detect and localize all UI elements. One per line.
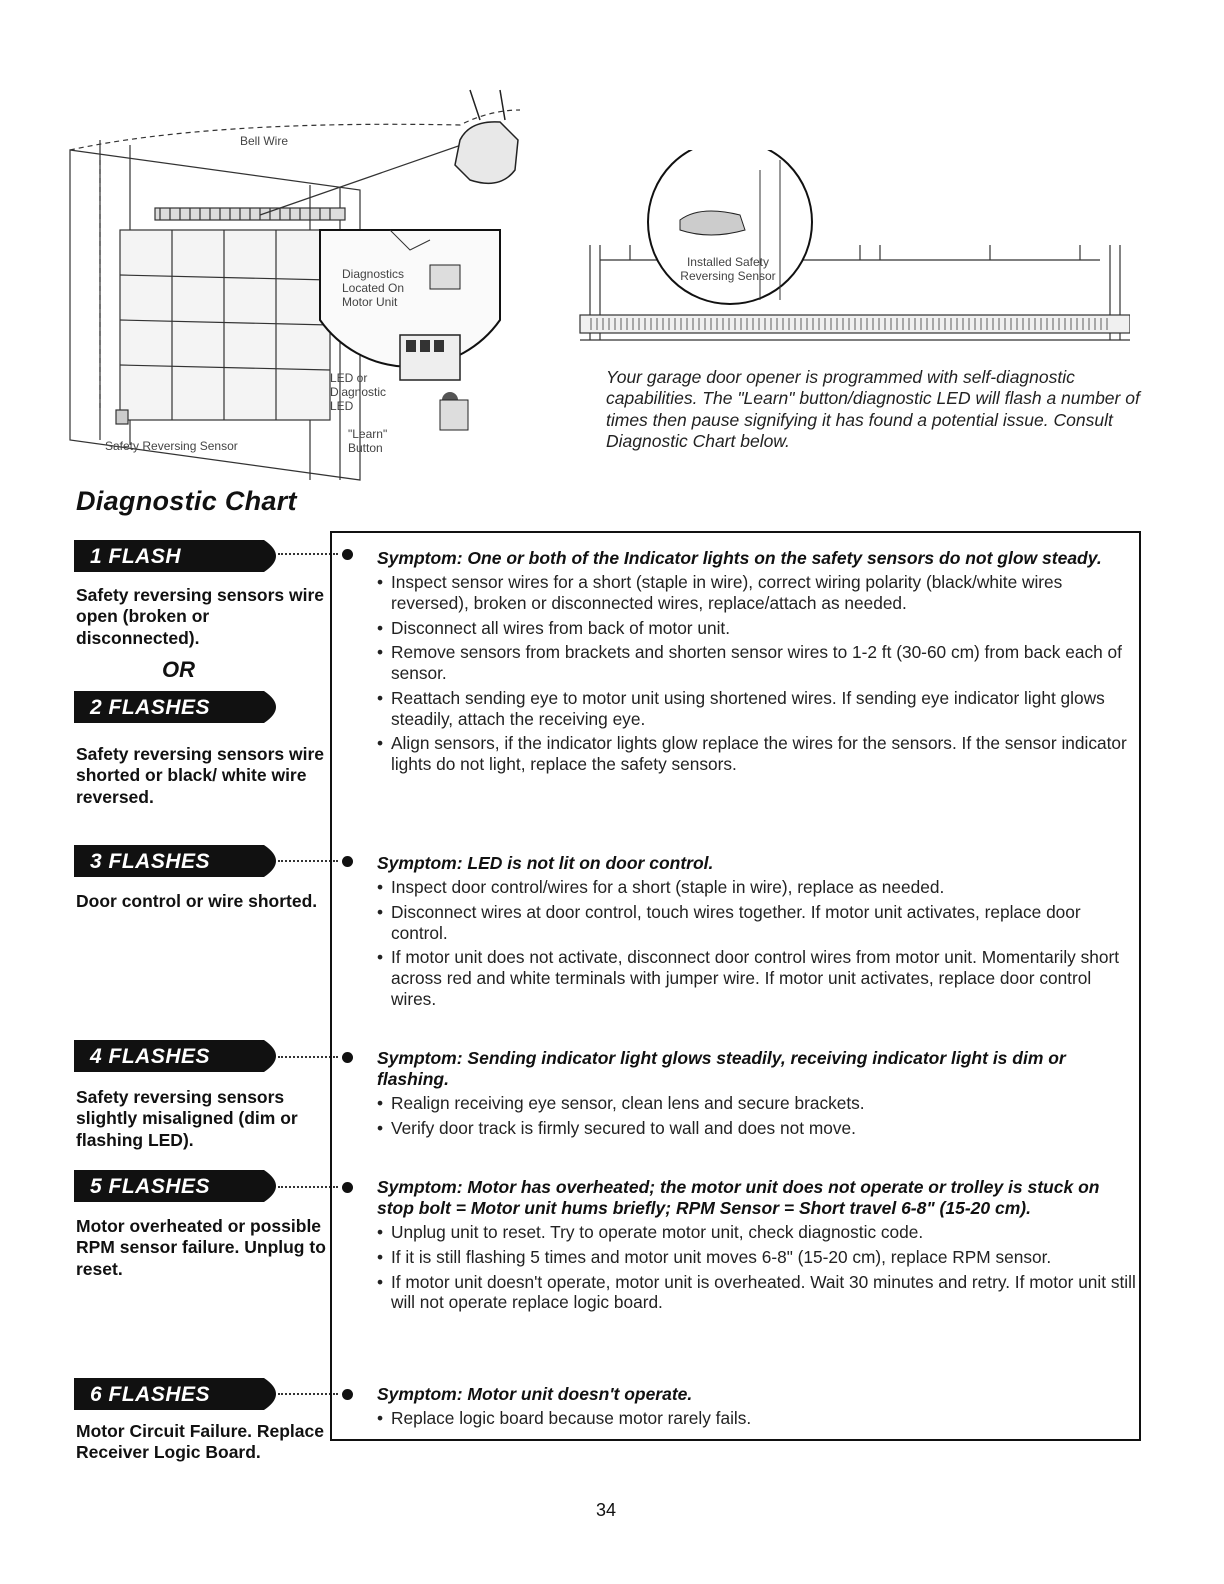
- badge-label: 6 FLASHES: [90, 1383, 211, 1406]
- diagnostics-location-label: Diagnostics Located On Motor Unit: [342, 267, 405, 309]
- symptom-6-flashes: [377, 1384, 1137, 1433]
- step-item: • Align sensors, if the indicator lights glow replace the wires for the sensors. If the sensor indicator lights do not light, replace the safety sensors.: [377, 733, 1137, 775]
- badge-1-flash: [74, 540, 288, 572]
- step-item: • If it is still flashing 5 times and motor unit moves 6-8" (15-20 cm), replace RPM sensor.: [377, 1247, 1137, 1268]
- diagnostic-chart-title: Diagnostic Chart: [76, 486, 297, 516]
- or-label: OR: [162, 657, 195, 682]
- leader-dots: [278, 553, 338, 555]
- badge-3-flashes: [74, 845, 288, 877]
- step-item: • Disconnect all wires from back of motor unit.: [377, 618, 1137, 639]
- symptom-steps: [377, 572, 1137, 775]
- badge-label: 2 FLASHES: [90, 696, 211, 719]
- installed-sensor-label: Installed Safety Reversing Sensor: [680, 255, 776, 283]
- badge-label: 1 FLASH: [90, 545, 182, 568]
- symptom-1-flash: [377, 548, 1137, 779]
- leader-dots: [278, 1186, 338, 1188]
- step-item: • If motor unit does not activate, disconnect door control wires from motor unit. Momentarily short across red and white terminals with jumper wire. If motor unit activates, replace door control wires.: [377, 947, 1137, 1009]
- badge-label: 5 FLASHES: [90, 1175, 211, 1198]
- step-item: • If motor unit doesn't operate, motor unit is overheated. Wait 30 minutes and retry. If motor unit still will not operate replace logic board.: [377, 1272, 1137, 1314]
- badge-6-flashes: [74, 1378, 288, 1410]
- bell-wire-label: Bell Wire: [240, 134, 289, 148]
- step-item: • Unplug unit to reset. Try to operate motor unit, check diagnostic code.: [377, 1222, 1137, 1243]
- badge-5-flashes: [74, 1170, 288, 1202]
- badge-label: 4 FLASHES: [90, 1045, 211, 1068]
- step-item: • Realign receiving eye sensor, clean lens and secure brackets.: [377, 1093, 1137, 1114]
- leader-dots: [278, 1393, 338, 1395]
- symptom-steps: [377, 1408, 1137, 1429]
- badge-2-flashes: [74, 691, 288, 723]
- step-item: • Inspect sensor wires for a short (staple in wire), correct wiring polarity (black/white wires reversed), broken or disconnected wires, replace/attach as needed.: [377, 572, 1137, 614]
- cause-6-flashes: Motor Circuit Failure. Replace Receiver Logic Board.: [76, 1421, 324, 1463]
- learn-button-label: "Learn" Button: [348, 427, 388, 455]
- symptom-3-flashes: [377, 853, 1137, 1014]
- badge-label: 3 FLASHES: [90, 850, 211, 873]
- intro-paragraph: Your garage door opener is programmed with self-diagnostic capabilities. The "Learn" button/diagnostic LED will flash a number of times then pause signifying it has found a potential issue. Consult Diagnostic Chart below.: [606, 367, 1140, 452]
- symptom-title: Symptom: Sending indicator light glows steadily, receiving indicator light is dim or flashing.: [377, 1048, 1066, 1089]
- leader-dots: [278, 860, 338, 862]
- page-number: 34: [596, 1500, 617, 1520]
- led-label: LED or Diagnostic LED: [330, 371, 387, 413]
- symptom-title: Symptom: LED is not lit on door control.: [377, 853, 714, 873]
- symptom-title: Symptom: Motor unit doesn't operate.: [377, 1384, 693, 1404]
- cause-5-flashes: Motor overheated or possible RPM sensor failure. Unplug to reset.: [76, 1216, 326, 1279]
- step-item: • Inspect door control/wires for a short (staple in wire), replace as needed.: [377, 877, 1137, 898]
- garage-door-drawing: [60, 80, 520, 500]
- symptom-steps: [377, 1093, 1137, 1139]
- badge-4-flashes: [74, 1040, 288, 1072]
- safety-sensor-label: Safety Reversing Sensor: [105, 439, 238, 453]
- step-item: • Verify door track is firmly secured to wall and does not move.: [377, 1118, 1137, 1139]
- symptom-title: Symptom: Motor has overheated; the motor unit does not operate or trolley is stuck on stop bolt = Motor unit hums briefly; RPM Sensor = Short travel 6-8" (15-20 cm).: [377, 1177, 1100, 1218]
- step-item: • Remove sensors from brackets and shorten sensor wires to 1-2 ft (30-60 cm) from back each of sensor.: [377, 642, 1137, 684]
- symptom-5-flashes: [377, 1177, 1137, 1317]
- cause-4-flashes: Safety reversing sensors slightly misaligned (dim or flashing LED).: [76, 1087, 298, 1150]
- sensor-installation-illustration: [570, 150, 1130, 360]
- step-item: • Replace logic board because motor rarely fails.: [377, 1408, 1137, 1429]
- step-item: • Disconnect wires at door control, touch wires together. If motor unit activates, replace door control.: [377, 902, 1137, 944]
- garage-opener-illustration: [60, 80, 520, 500]
- symptom-title: Symptom: One or both of the Indicator lights on the safety sensors do not glow steady.: [377, 548, 1102, 568]
- sensor-installation-drawing: [570, 150, 1130, 360]
- symptom-steps: [377, 877, 1137, 1010]
- cause-3-flashes: Door control or wire shorted.: [76, 891, 318, 911]
- leader-dots: [278, 1056, 338, 1058]
- cause-1-flash: Safety reversing sensors wire open (broken or disconnected).: [76, 585, 325, 648]
- step-item: • Reattach sending eye to motor unit using shortened wires. If sending eye indicator light glows steadily, attach the receiving eye.: [377, 688, 1137, 730]
- symptom-steps: [377, 1222, 1137, 1313]
- symptom-4-flashes: [377, 1048, 1137, 1143]
- cause-2-flashes: Safety reversing sensors wire shorted or black/ white wire reversed.: [76, 744, 325, 807]
